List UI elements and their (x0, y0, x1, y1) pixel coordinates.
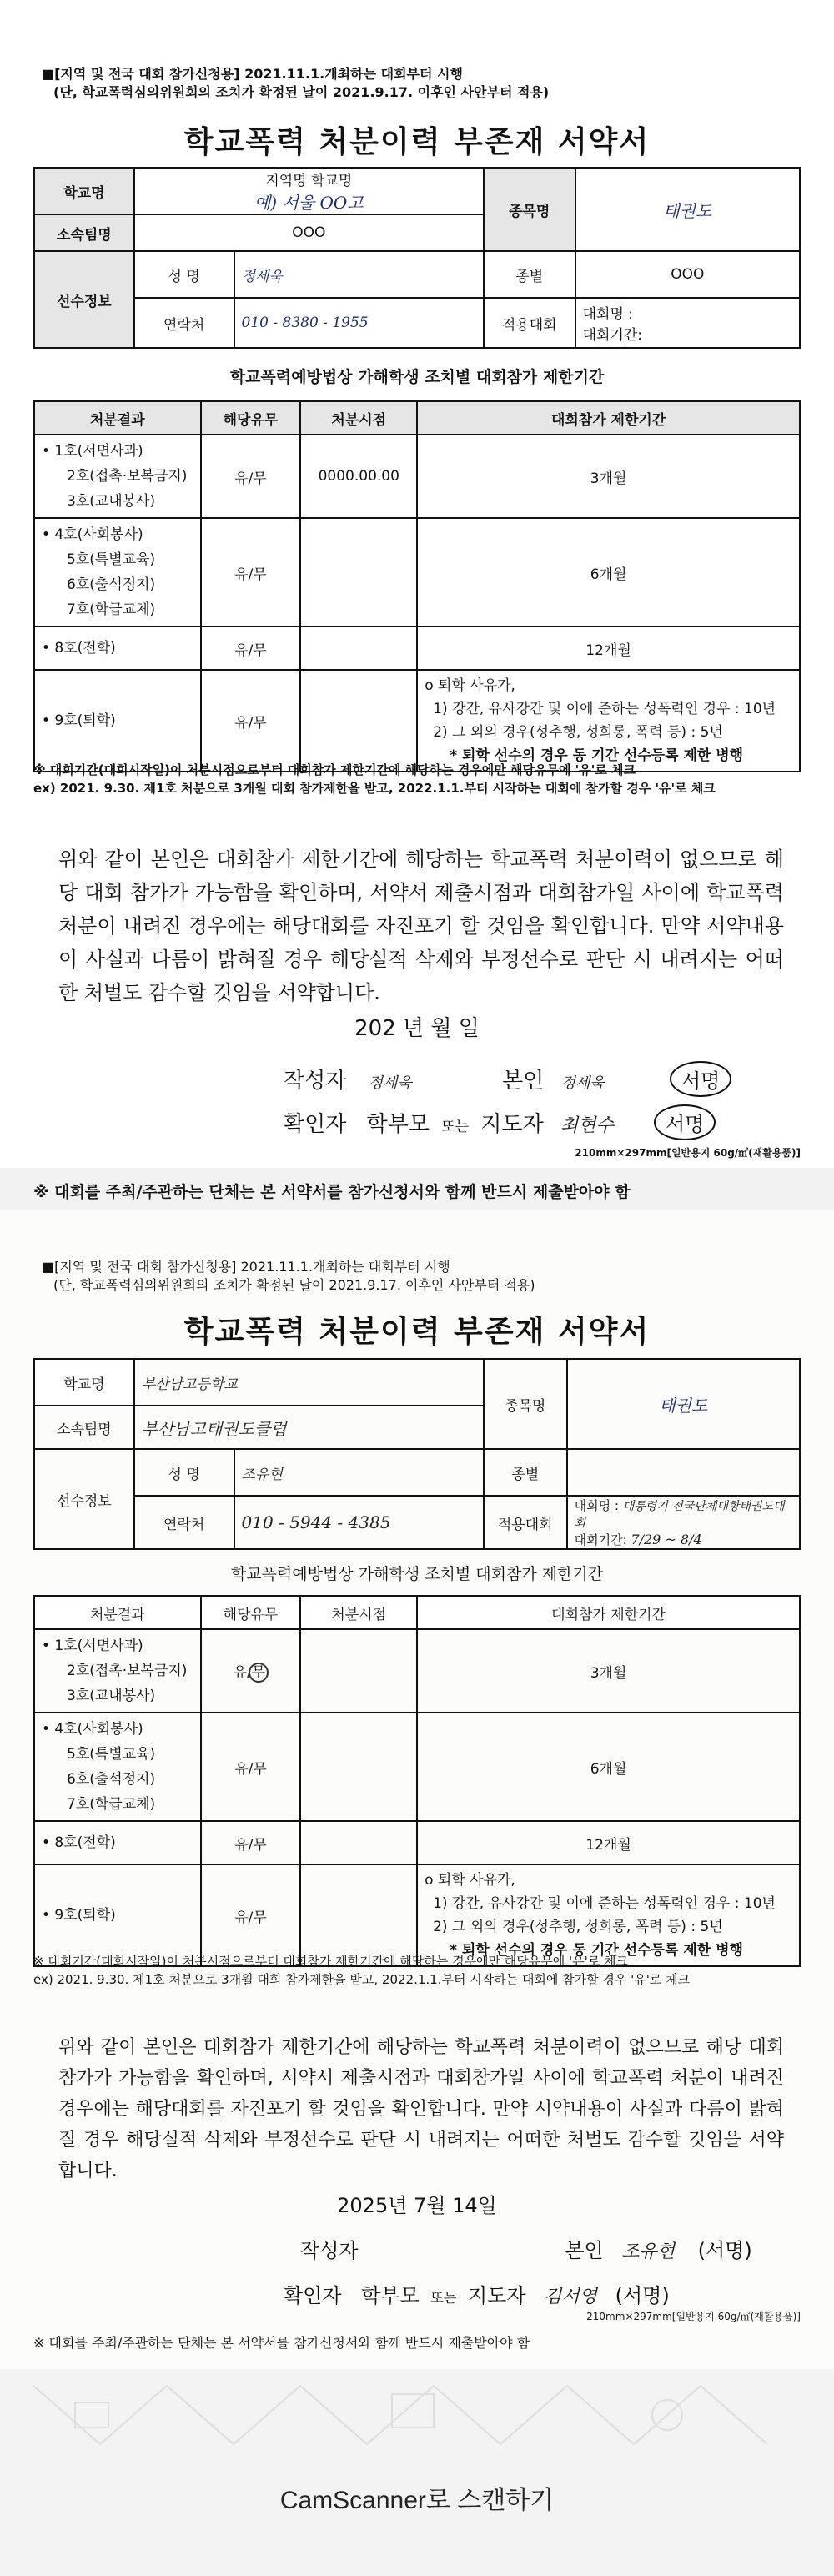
coach-label: 지도자 (480, 1112, 544, 1137)
result-line: 7호(학급교체) (67, 1796, 156, 1813)
header-result: 처분결과 (34, 401, 201, 435)
confirmer-row (284, 1104, 716, 1140)
limit-cell: 3개월 (417, 1629, 800, 1713)
applicable-value: 유/무 (233, 1663, 266, 1681)
seal-mark: 서명 (654, 1104, 716, 1140)
result-line: • 1호(서면사과) (42, 443, 143, 460)
coach-label: 지도자 (467, 2284, 526, 2307)
result-line: • 1호(서면사과) (42, 1638, 143, 1654)
header-note (42, 1258, 535, 1295)
bottom-note: ※ 대회를 주최/주관하는 단체는 본 서약서를 참가신청서와 함께 반드시 제출받아야 함 (33, 2335, 530, 2351)
contact-label: 연락처 (134, 298, 234, 348)
name-value: 조유현 (234, 1449, 484, 1496)
result-line: 6호(출석정지) (67, 576, 156, 593)
team-value: OOO (134, 214, 484, 251)
seal-mark: (서명) (615, 2284, 670, 2307)
school-label: 학교명 (34, 168, 134, 214)
result-cell (34, 1629, 201, 1713)
limit-cell (417, 670, 800, 772)
scanned-page-1 (0, 0, 834, 1168)
date-cell (300, 626, 417, 670)
scanner-label: CamScanner로 스캔하기 (279, 2487, 555, 2514)
school-value (134, 168, 484, 214)
info-table (33, 167, 801, 349)
seal-label: 서명 (706, 2239, 745, 2262)
coach-signature: 최현수 (560, 1115, 614, 1136)
parent-label: 학부모 (366, 1112, 430, 1137)
limit-line: * 퇴학 선수의 경우 동 기간 선수등록 제한 병행 (450, 747, 744, 764)
event-label: 종목명 (484, 1359, 567, 1449)
writer-label: 작성자 (284, 1069, 347, 1094)
result-line: 2호(접촉·보복금지) (67, 1663, 188, 1679)
writer-label: 작성자 (300, 2239, 359, 2262)
limit-cell: 12개월 (417, 1821, 800, 1864)
result-line: • 4호(사회봉사) (42, 1721, 143, 1738)
table-row (34, 435, 800, 518)
school-value: 부산남고등학교 (134, 1359, 484, 1406)
event-label: 종목명 (484, 168, 575, 251)
scanned-page-2 (0, 1210, 834, 2369)
table-row (34, 1821, 800, 1864)
parent-label: 학부모 (361, 2284, 420, 2307)
footnote-line1: ※ 대회기간(대회시작일)이 처분시점으로부터 대회참가 제한기간에 해당하는 경우에만 해당유무에 '유'로 체크 (33, 1954, 628, 1969)
header-applicable: 해당유무 (201, 401, 301, 435)
limit-line: 2) 그 외의 경우(성추행, 성희롱, 폭력 등) : 5년 (433, 724, 723, 741)
result-line: 2호(접촉·보복금지) (67, 468, 188, 485)
date-cell: 0000.00.00 (300, 435, 417, 518)
confirmer-label: 확인자 (284, 2284, 342, 2307)
applicable-cell: 유/무 (201, 670, 301, 772)
coach-signature: 김서영 (544, 2287, 597, 2307)
header-limit: 대회참가 제한기간 (417, 1596, 800, 1629)
header-note (42, 65, 549, 102)
footnote (33, 761, 809, 797)
contact-value: 010 - 5944 - 4385 (234, 1496, 484, 1549)
limit-line: 2) 그 외의 경우(성추행, 성희롱, 폭력 등) : 5년 (433, 1919, 723, 1935)
name-label: 성 명 (134, 251, 234, 298)
event-value: 태권도 (575, 168, 800, 251)
contact-value: 010 - 8380 - 1955 (234, 298, 484, 348)
school-label: 학교명 (34, 1359, 134, 1406)
table-row (34, 670, 800, 772)
table-row (34, 1864, 800, 1966)
penalty-title: 학교폭력예방법상 가해학생 조치별 대회참가 제한기간 (230, 1565, 604, 1583)
competition-period-label: 대회기간: (582, 327, 643, 344)
competition-label: 적용대회 (484, 298, 575, 348)
table-row (34, 1713, 800, 1821)
header-note-line2: (단, 학교폭력심의위원회의 조치가 확정된 날이 2021.9.17. 이후인 사안부터 적용) (53, 1277, 535, 1293)
writer-row (300, 2234, 752, 2263)
competition-name-label: 대회명 : (574, 1498, 619, 1513)
table-row (34, 1629, 800, 1713)
limit-cell: 3개월 (417, 435, 800, 518)
footnote (33, 1952, 809, 1989)
page-title: 학교폭력 처분이력 부존재 서약서 (183, 1315, 651, 1349)
school-value-line1: 지역명 학교명 (265, 173, 353, 189)
result-line: • 4호(사회봉사) (42, 526, 143, 543)
competition-name-label: 대회명 : (582, 306, 633, 323)
team-label: 소속팀명 (34, 214, 134, 251)
result-cell (34, 518, 201, 626)
bottom-note: ※ 대회를 주최/주관하는 단체는 본 서약서를 참가신청서와 함께 반드시 제출받아야 함 (33, 1183, 631, 1201)
writer-row (284, 1061, 731, 1097)
limit-line: 1) 강간, 유사강간 및 이에 준하는 성폭력인 경우 : 10년 (433, 1895, 776, 1912)
date-cell (300, 670, 417, 772)
limit-cell (417, 1864, 800, 1966)
applicable-cell: 유/무 (201, 1713, 301, 1821)
player-label: 선수정보 (34, 1449, 134, 1549)
result-line: • 8호(전학) (42, 1834, 116, 1851)
competition-period-label: 대회기간: (574, 1532, 627, 1547)
confirmer-row (284, 2279, 670, 2308)
school-value-line2: 예) 서울 OO고 (254, 193, 364, 213)
penalty-title: 학교폭력예방법상 가해학생 조치별 대회참가 제한기간 (229, 368, 605, 386)
limit-line: 1) 강간, 유사강간 및 이에 준하는 성폭력인 경우 : 10년 (433, 701, 776, 717)
result-line: 5호(특별교육) (67, 551, 156, 568)
writer-signature: 정세욱 (368, 1074, 412, 1092)
header-date: 처분시점 (300, 1596, 417, 1629)
applicable-cell: 유/무 (201, 626, 301, 670)
player-label: 선수정보 (34, 251, 134, 348)
seal-label: 서명 (622, 2284, 662, 2307)
result-line: 6호(출석정지) (67, 1771, 156, 1788)
date-cell (300, 1629, 417, 1713)
result-line: 3호(교내봉사) (67, 493, 156, 510)
applicable-cell (201, 1629, 301, 1713)
competition-label: 적용대회 (484, 1496, 567, 1549)
contact-label: 연락처 (134, 1496, 234, 1549)
result-cell (34, 1821, 201, 1864)
competition-period-value: 7/29 ~ 8/4 (631, 1532, 702, 1547)
event-value: 태권도 (567, 1359, 800, 1449)
date-line: 2025년 7월 14일 (337, 2194, 497, 2217)
result-line: 5호(특별교육) (67, 1746, 156, 1763)
self-label: 본인 (565, 2239, 604, 2262)
team-value: 부산남고태권도클럽 (134, 1406, 484, 1449)
result-cell (34, 1864, 201, 1966)
self-signature: 정세욱 (560, 1074, 605, 1092)
header-note-line1: ■[지역 및 전국 대회 참가신청용] 2021.11.1.개최하는 대회부터 시행 (42, 1259, 450, 1275)
date-line: 202 년 월 일 (354, 1016, 480, 1041)
scanner-footer (0, 2369, 834, 2576)
gender-value: OOO (575, 251, 800, 298)
table-row (34, 518, 800, 626)
seal-mark: (서명) (697, 2239, 752, 2262)
footnote-line1: ※ 대회기간(대회시작일)이 처분시점으로부터 대회참가 제한기간에 해당하는 경우에만 해당유무에 '유'로 체크 (33, 762, 636, 777)
limit-line: * 퇴학 선수의 경우 동 기간 선수등록 제한 병행 (450, 1942, 743, 1959)
limit-line: o 퇴학 사유가, (425, 677, 515, 694)
gender-value (567, 1449, 800, 1496)
confirmer-label: 확인자 (284, 1112, 347, 1137)
date-cell (300, 1864, 417, 1966)
table-row (34, 626, 800, 670)
header-result: 처분결과 (34, 1596, 201, 1629)
pledge-text: 위와 같이 본인은 대회참가 제한기간에 해당하는 학교폭력 처분이력이 없으므로 해당 대회 참가가 가능함을 확인하며, 서약서 제출시점과 대회참가일 사이에 학교폭력 처분이 내려진 경우에는 해당대회를 자진포기 할 것임을 확인합니다. 만약 서약내용이 사실과 다름이 밝혀질 경우 해당실적 삭제와 부정선수로 판단 시 내려지는 어떠한 처벌도 감수할 것임을 서약합니다. (58, 848, 784, 1004)
team-label: 소속팀명 (34, 1406, 134, 1449)
limit-cell: 6개월 (417, 1713, 800, 1821)
header-note-line1: ■[지역 및 전국 대회 참가신청용] 2021.11.1.개최하는 대회부터 시행 (42, 66, 463, 82)
paper-note: 210mm×297mm[일반용지 60g/㎡(재활용품)] (575, 1147, 801, 1159)
self-label: 본인 (502, 1069, 545, 1094)
date-cell (300, 1713, 417, 1821)
result-cell (34, 670, 201, 772)
limit-cell: 12개월 (417, 626, 800, 670)
footnote-line2: ex) 2021. 9.30. 제1호 처분으로 3개월 대회 참가제한을 받고, 2022.1.1.부터 시작하는 대회에 참가할 경우 '유'로 체크 (33, 1972, 691, 1987)
header-date: 처분시점 (300, 401, 417, 435)
result-line: • 8호(전학) (42, 640, 116, 657)
date-cell (300, 518, 417, 626)
result-cell (34, 435, 201, 518)
header-applicable: 해당유무 (201, 1596, 301, 1629)
page-title: 학교폭력 처분이력 부존재 서약서 (183, 125, 651, 159)
competition-info (575, 298, 800, 348)
competition-info (567, 1496, 800, 1549)
result-line: • 9호(퇴학) (42, 712, 116, 729)
applicable-cell: 유/무 (201, 518, 301, 626)
circle-mark-icon (249, 1663, 269, 1683)
limit-cell: 6개월 (417, 518, 800, 626)
competition-name-value: 대통령기 전국단체대항태권도대회 (574, 1500, 785, 1530)
result-cell (34, 626, 201, 670)
name-label: 성 명 (134, 1449, 234, 1496)
paper-note: 210mm×297mm[일반용지 60g/㎡(재활용품)] (586, 2311, 801, 2322)
applicable-cell: 유/무 (201, 435, 301, 518)
or-label: 또는 (441, 1119, 470, 1135)
pledge-text: 위와 같이 본인은 대회참가 제한기간에 해당하는 학교폭력 처분이력이 없으므로 해당 대회 참가가 가능함을 확인하며, 서약서 제출시점과 대회참가일 사이에 학교폭력 처분이 내려진 경우에는 해당대회를 자진포기 할 것임을 확인합니다. 만약 서약내용이 사실과 다름이 밝혀질 경우 해당실적 삭제와 부정선수로 판단 시 내려지는 어떠한 처벌도 감수할 것임을 서약합니다. (58, 2037, 784, 2181)
result-line: • 9호(퇴학) (42, 1907, 116, 1924)
decorative-pattern-icon (0, 2369, 834, 2469)
result-cell (34, 1713, 201, 1821)
self-signature: 조유현 (621, 2241, 675, 2262)
footnote-line2: ex) 2021. 9.30. 제1호 처분으로 3개월 대회 참가제한을 받고, 2022.1.1.부터 시작하는 대회에 참가할 경우 '유'로 체크 (33, 781, 716, 796)
info-table (33, 1358, 801, 1550)
header-note-line2: (단, 학교폭력심의위원회의 조치가 확정된 날이 2021.9.17. 이후인 사안부터 적용) (53, 84, 550, 100)
gender-label: 종별 (484, 1449, 567, 1496)
result-line: 7호(학급교체) (67, 601, 156, 618)
gender-label: 종별 (484, 251, 575, 298)
penalty-table (33, 1595, 801, 1967)
header-limit: 대회참가 제한기간 (417, 401, 800, 435)
applicable-cell: 유/무 (201, 1864, 301, 1966)
limit-line: o 퇴학 사유가, (425, 1872, 515, 1889)
result-line: 3호(교내봉사) (67, 1688, 156, 1704)
date-cell (300, 1821, 417, 1864)
or-label: 또는 (430, 2290, 457, 2306)
name-value: 정세욱 (234, 251, 484, 298)
page-gap (0, 1168, 834, 1210)
seal-mark: 서명 (670, 1061, 731, 1097)
applicable-cell: 유/무 (201, 1821, 301, 1864)
penalty-table (33, 400, 801, 772)
